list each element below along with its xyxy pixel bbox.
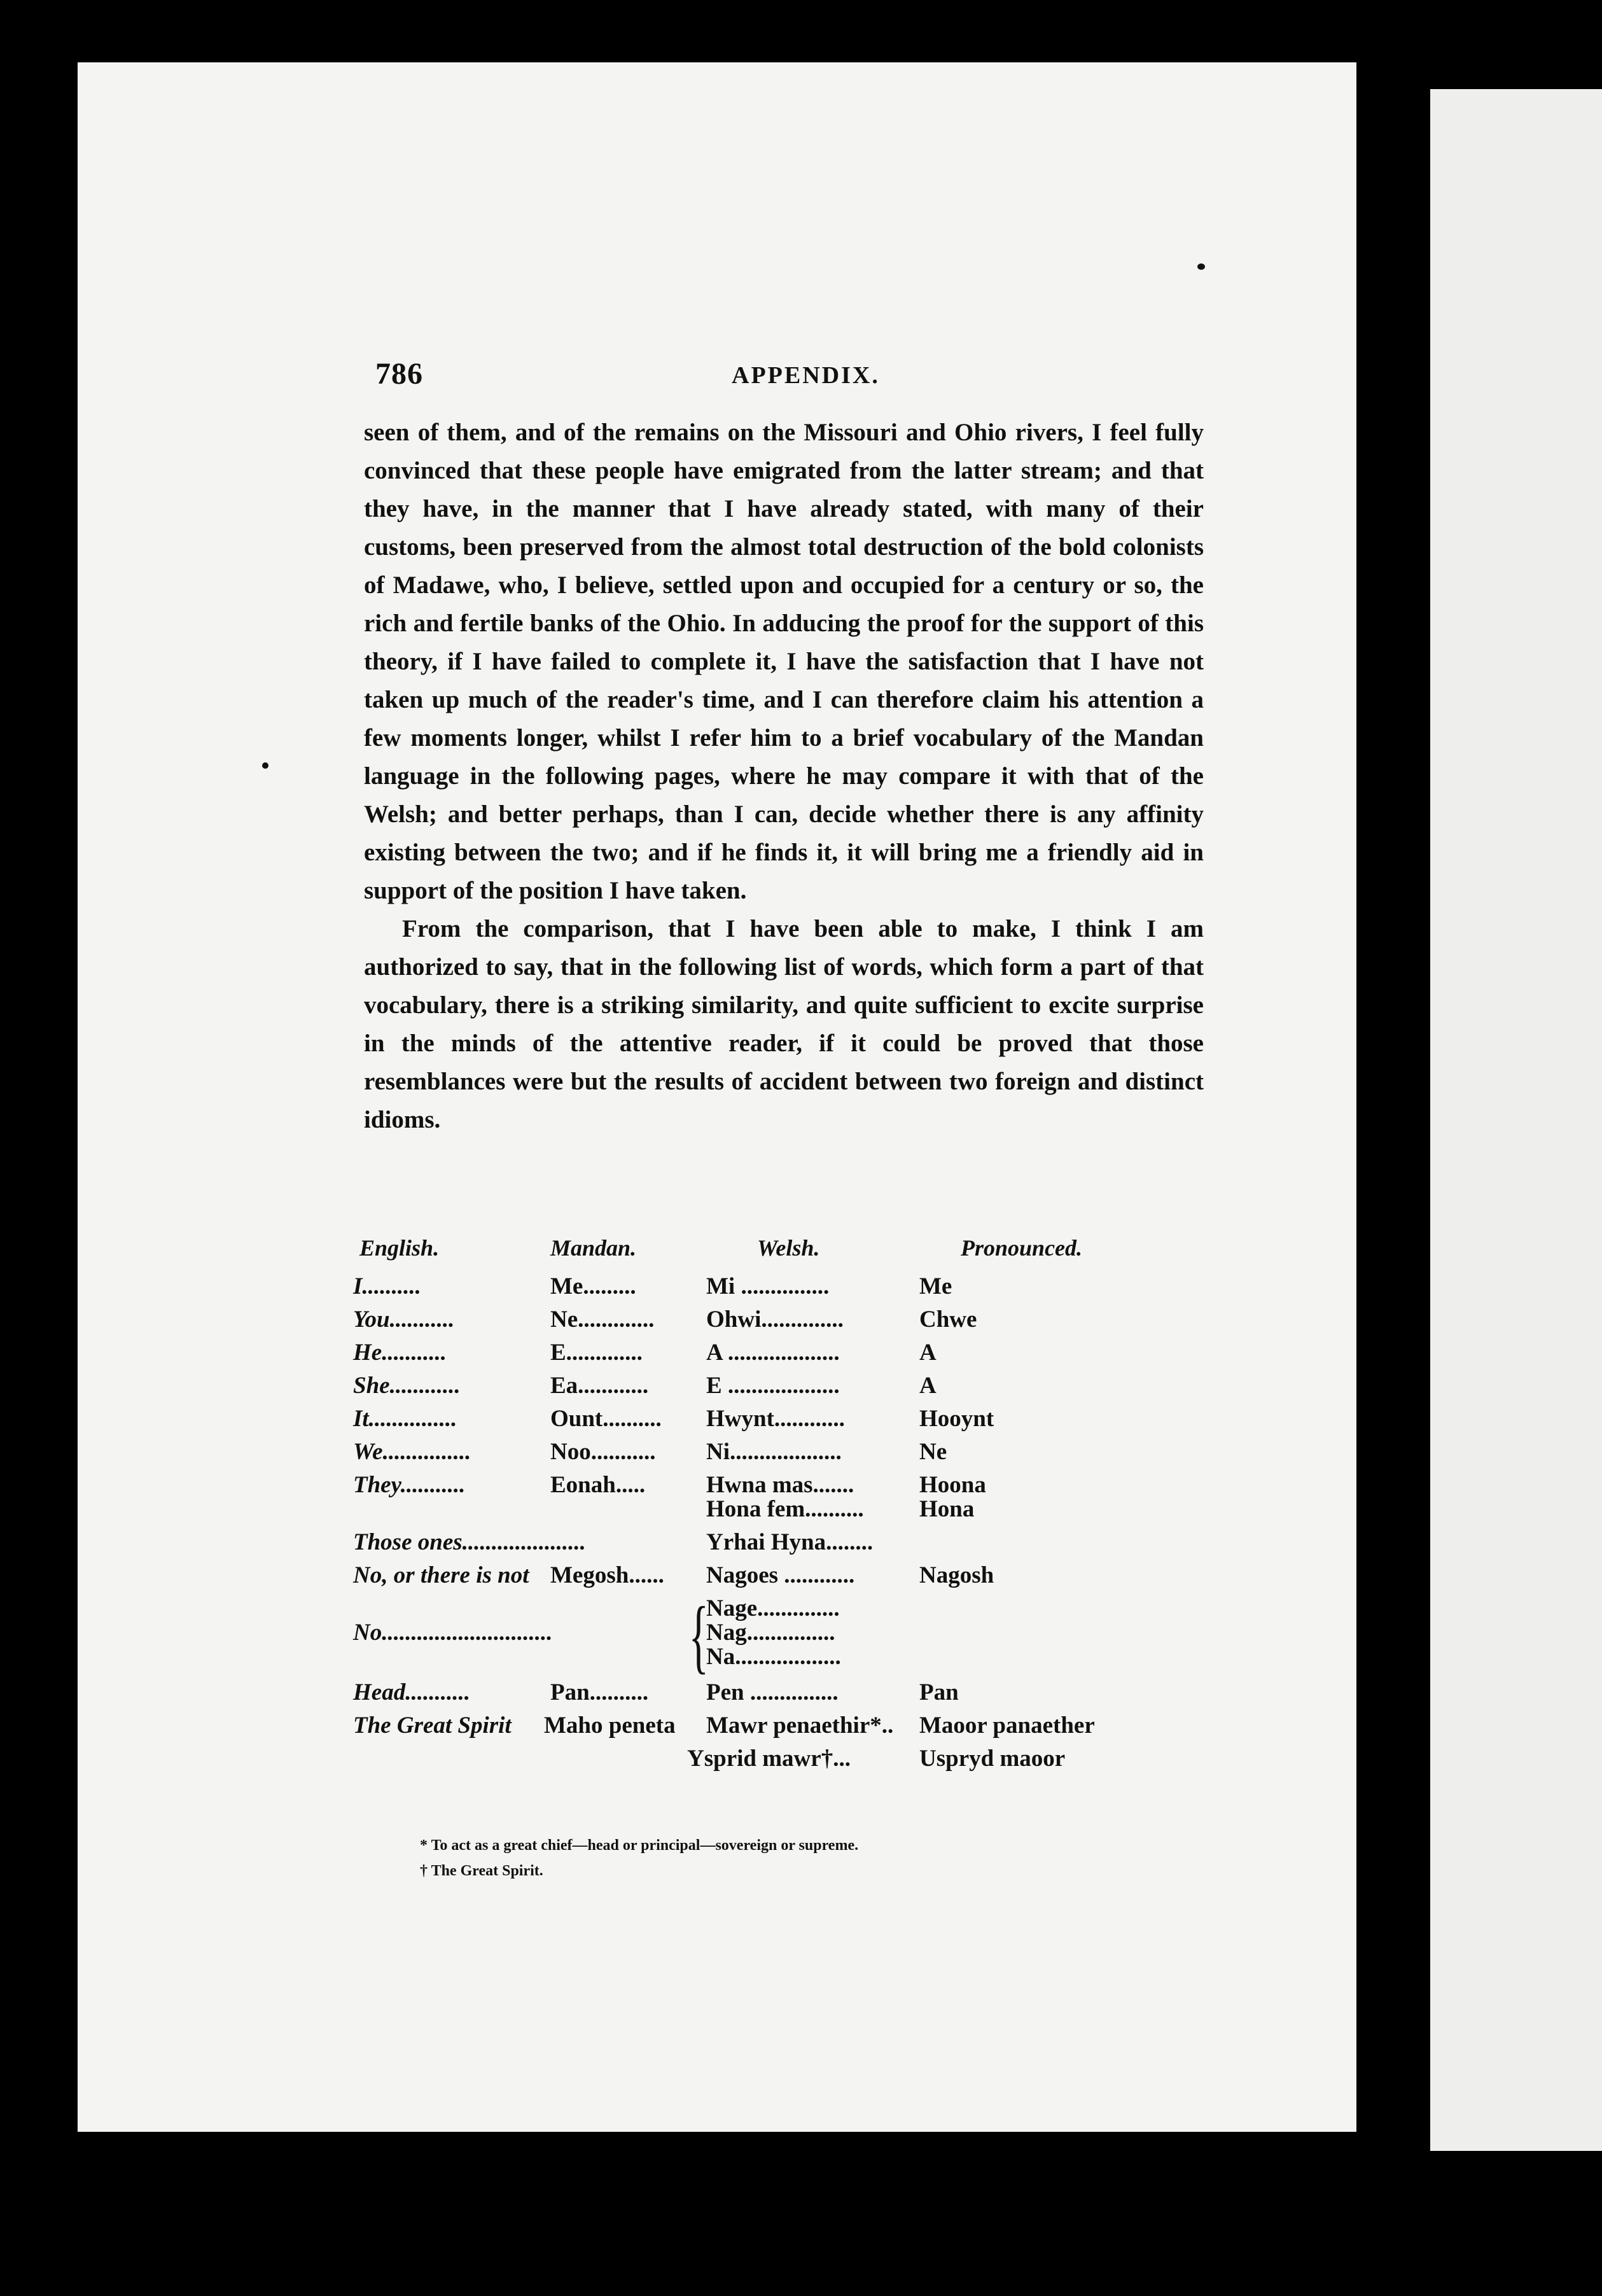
english-word: They........... (353, 1472, 466, 1498)
footnote-2: † The Great Spirit. (420, 1863, 543, 1879)
mandan-word: Ount.......... (550, 1406, 662, 1432)
english-word: No............................. (353, 1620, 553, 1646)
mandan-word: Maho peneta (544, 1712, 676, 1739)
mandan-word: Pan.......... (550, 1679, 649, 1705)
welsh-word: Mawr penaethir*.. (706, 1712, 894, 1739)
welsh-word: Pen ............... (706, 1679, 839, 1705)
vocab-row (353, 1562, 1155, 1595)
paragraph-1: seen of them, and of the remains on the Missouri and Ohio rivers, I feel fully convinced that these people have emigrated from the latter stream; and that they have, in the manner that I have already stated, with many of their customs, been preserved from the almost total destruction of the bold colonists of Madawe, who, I believe, settled upon and occupied for a century or so, the rich and fertile banks of the Ohio. In adducing the proof for the support of this theory, if I have failed to complete it, I have the satisfaction that I have not taken up much of the reader's time, and I can therefore claim his attention a few moments longer, whilst I refer him to a brief vocabulary of the Mandan language in the following pages, where he may compare it with that of the Welsh; and better perhaps, than I can, decide whether there is any affinity existing between the two; and if he finds it, it will bring me a friendly aid in support of the position I have taken. (364, 419, 1204, 904)
pronounced-word: Pan (919, 1679, 959, 1705)
vocab-row (353, 1306, 1155, 1339)
vocab-row (353, 1372, 1155, 1405)
english-word: Head........... (353, 1679, 470, 1705)
ink-speck (262, 762, 268, 769)
header-mandan: Mandan. (550, 1235, 637, 1261)
vocab-row (353, 1405, 1155, 1438)
english-word: You........... (353, 1306, 455, 1333)
vocab-row (353, 1643, 1155, 1670)
vocabulary-table (353, 1235, 1155, 1778)
mandan-word: Ne............. (550, 1306, 655, 1333)
english-word: I.......... (353, 1273, 421, 1299)
pronounced-word: Maoor panaether (919, 1712, 1095, 1739)
vocab-row (353, 1339, 1155, 1372)
pronounced-word: Hoona (919, 1472, 986, 1498)
mandan-word: Ea............ (550, 1373, 649, 1399)
vocab-row (353, 1471, 1155, 1498)
english-word: He........... (353, 1340, 447, 1366)
brace-glyph: { (688, 1590, 709, 1682)
page-header (375, 356, 1228, 401)
vocab-brace-group (353, 1590, 1155, 1682)
vocab-row (353, 1619, 1155, 1646)
welsh-word: Hona fem.......... (706, 1496, 864, 1522)
pronounced-word: Uspryd maoor (919, 1746, 1066, 1772)
header-welsh: Welsh. (757, 1235, 820, 1261)
mandan-word: Noo........... (550, 1439, 656, 1465)
welsh-word: A ................... (706, 1340, 840, 1366)
welsh-word: Na.................. (706, 1644, 841, 1670)
welsh-word: E ................... (706, 1373, 840, 1399)
vocab-row (353, 1273, 1155, 1306)
pronounced-word: A (919, 1373, 937, 1399)
welsh-word: Hwynt............ (706, 1406, 845, 1432)
footnotes (420, 1833, 1183, 1884)
welsh-word: Ni................... (706, 1439, 842, 1465)
pronounced-word: Nagosh (919, 1562, 994, 1588)
header-pronounced: Pronounced. (961, 1235, 1083, 1261)
english-word: Those ones..................... (353, 1529, 586, 1555)
english-word: She............ (353, 1373, 461, 1399)
pronounced-word: Hooynt (919, 1406, 994, 1432)
paragraph-2: From the comparison, that I have been able to make, I think I am authorized to say, that in the following list of words, which form a part of that vocabulary, there is a striking similarity, and quite sufficient to excite surprise in the minds of the attentive reader, if it could be proved that those resemblances were but the results of accident between two foreign and distinct idioms. (364, 915, 1204, 1133)
pronounced-word: Hona (919, 1496, 975, 1522)
header-english: English. (359, 1235, 440, 1261)
vocab-row (353, 1529, 1155, 1562)
english-word: The Great Spirit (353, 1712, 512, 1739)
vocab-row (353, 1745, 1155, 1778)
english-word: It............... (353, 1406, 457, 1432)
mandan-word: Eonah..... (550, 1472, 646, 1498)
pronounced-word: Ne (919, 1439, 947, 1465)
english-word: We............... (353, 1439, 471, 1465)
page-number: 786 (375, 357, 423, 391)
welsh-word: Nage.............. (706, 1595, 840, 1621)
welsh-word: Ohwi.............. (706, 1306, 844, 1333)
welsh-word: Ysprid mawr†... (687, 1746, 851, 1772)
welsh-word: Nagoes ............ (706, 1562, 855, 1588)
body-text (364, 414, 1204, 1139)
pronounced-word: A (919, 1340, 937, 1366)
welsh-word: Yrhai Hyna........ (706, 1529, 874, 1555)
mandan-word: E............. (550, 1340, 643, 1366)
running-head: APPENDIX. (732, 362, 880, 389)
vocab-row (353, 1438, 1155, 1471)
footnote-1: * To act as a great chief—head or principal—sovereign or supreme. (420, 1837, 859, 1854)
welsh-word: Hwna mas....... (706, 1472, 854, 1498)
english-word: No, or there is not (353, 1562, 529, 1588)
vocab-row (353, 1679, 1155, 1712)
welsh-word: Nag............... (706, 1620, 835, 1646)
mandan-word: Me......... (550, 1273, 636, 1299)
vocab-row (353, 1495, 1155, 1529)
adjacent-page-edge (1430, 89, 1602, 2151)
ink-speck (1197, 263, 1205, 270)
mandan-word: Megosh...... (550, 1562, 664, 1588)
welsh-word: Mi ............... (706, 1273, 830, 1299)
vocab-row (353, 1712, 1155, 1745)
vocab-row (353, 1595, 1155, 1619)
pronounced-word: Chwe (919, 1306, 977, 1333)
pronounced-word: Me (919, 1273, 952, 1299)
vocabulary-header-row (353, 1235, 1155, 1273)
